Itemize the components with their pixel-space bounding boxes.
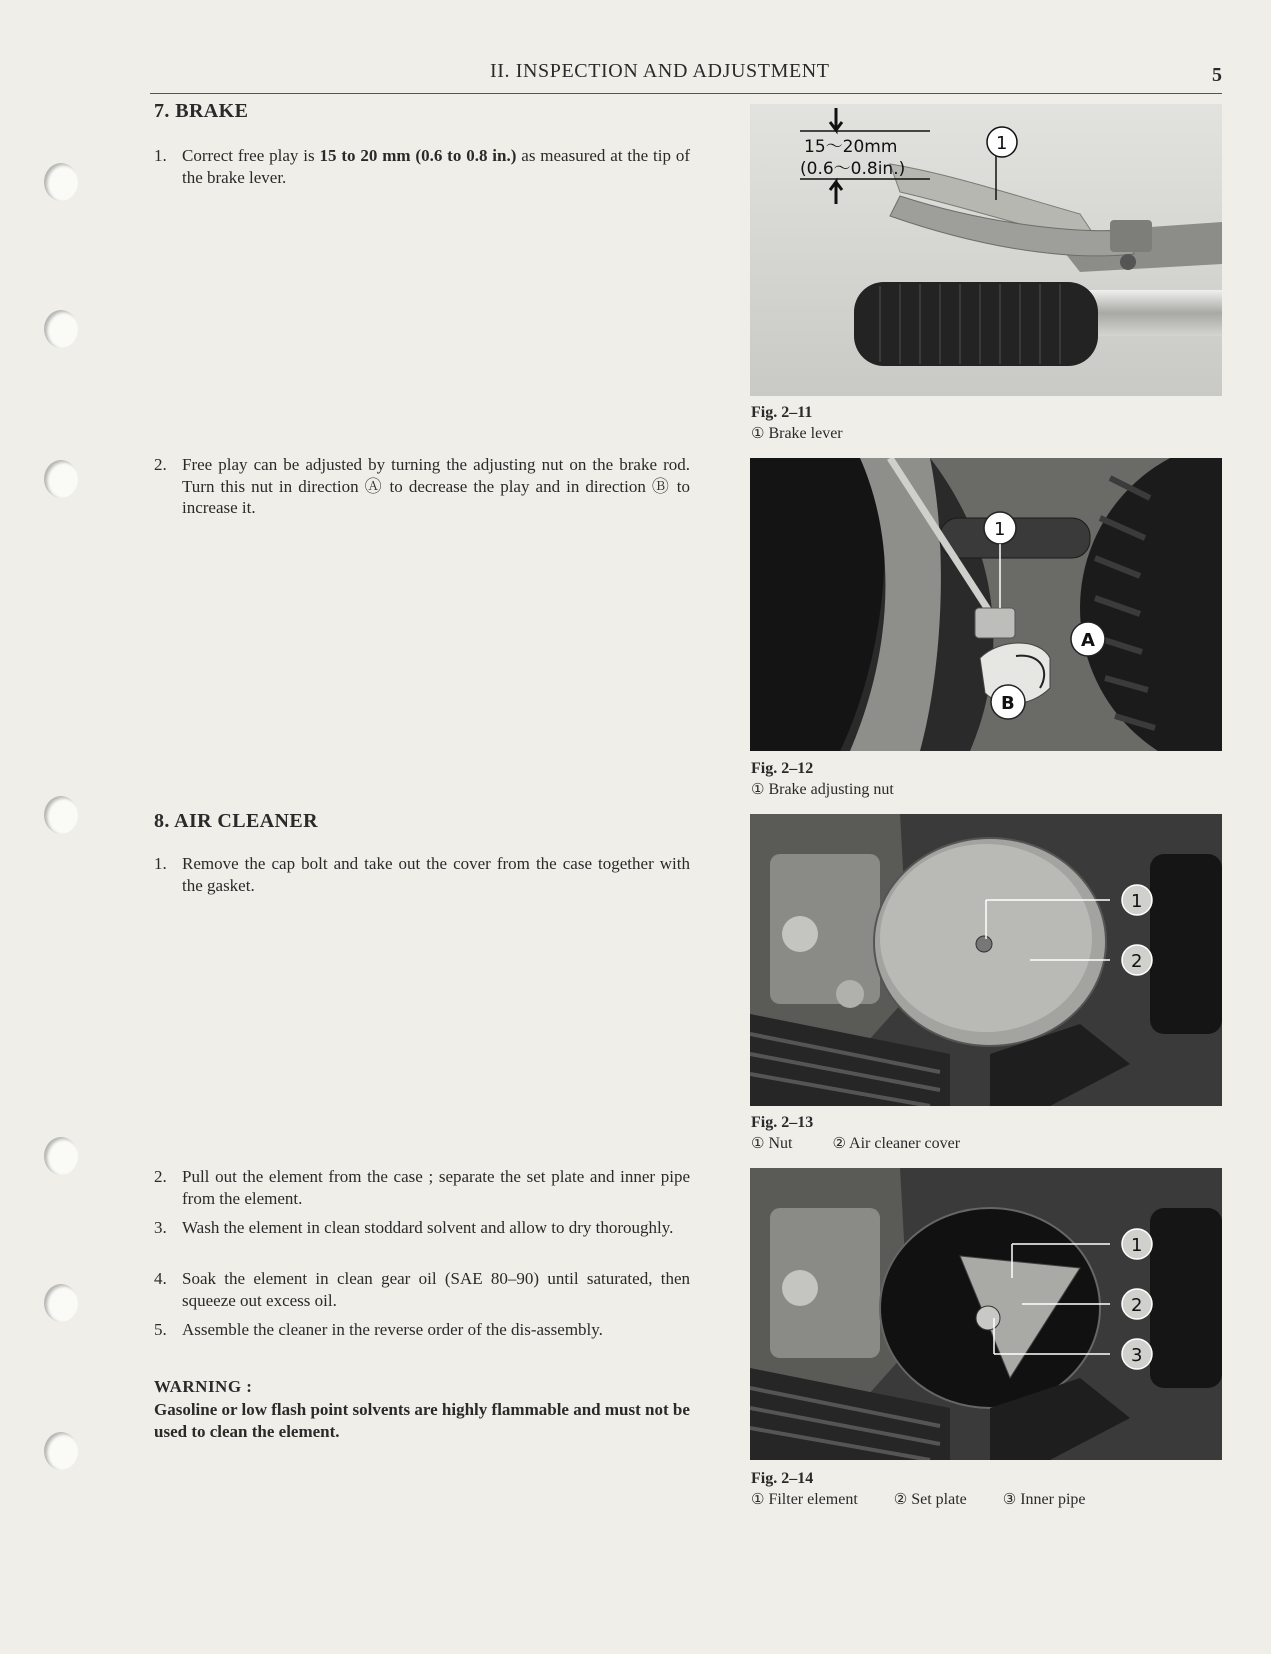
step-number: 2. (154, 455, 167, 474)
brake-step-2 (154, 454, 690, 519)
step-text: Wash the element in clean stoddard solvent and allow to dry thoroughly. (182, 1218, 674, 1237)
step-text: Pull out the element from the case ; separate the set plate and inner pipe from the element. (182, 1167, 690, 1208)
figure-label: Fig. 2–14 (751, 1470, 814, 1487)
warning-text: Gasoline or low flash point solvents are highly flammable and must not be used to clean the element. (154, 1400, 690, 1441)
free-play-in: (0.6 to 0.8 in.) (415, 146, 517, 165)
step-number: 4. (154, 1269, 167, 1288)
brake-lever-illustration (750, 104, 1222, 396)
caption-fig-2-11 (751, 403, 843, 444)
section-heading-air-cleaner: 8. AIR CLEANER (154, 810, 318, 832)
binder-hole (44, 460, 78, 498)
caption-fig-2-13 (751, 1113, 960, 1154)
callout-2-label: 2 (1131, 951, 1143, 972)
warning-title: WARNING : (154, 1377, 253, 1396)
callout-1-label: 1 (994, 519, 1006, 540)
binder-hole (44, 163, 78, 201)
callout-2-label: 2 (1131, 1295, 1143, 1316)
callout-3-label: 3 (1131, 1345, 1143, 1366)
photo-filter-element (750, 1168, 1222, 1460)
binder-hole (44, 310, 78, 348)
step-number: 1. (154, 854, 167, 873)
binder-hole (44, 796, 78, 834)
step-number: 5. (154, 1320, 167, 1339)
callout-b-label: B (1001, 693, 1015, 714)
callout-a-label: A (1081, 630, 1095, 651)
air-cleaner-step-2 (154, 1166, 690, 1209)
free-play-dimension-in: (0.6～0.8in.) (800, 159, 906, 179)
binder-hole (44, 1432, 78, 1470)
photo-air-cleaner-cover (750, 814, 1222, 1106)
brake-adjusting-nut-illustration (750, 458, 1222, 751)
filter-element-illustration (750, 1168, 1222, 1460)
photo-brake-lever (750, 104, 1222, 396)
figure-label: Fig. 2–12 (751, 760, 814, 777)
step-text: Remove the cap bolt and take out the cover from the case together with the gasket. (182, 854, 690, 895)
legend-item: ① Brake lever (751, 424, 843, 442)
binder-hole (44, 1137, 78, 1175)
legend-row: ① Nut ② Air cleaner cover (751, 1134, 961, 1152)
step-text: Soak the element in clean gear oil (SAE 80–90) until saturated, then squeeze out excess oil. (182, 1269, 690, 1310)
legend-row: ① Filter element ② Set plate ③ Inner pipe (751, 1490, 1086, 1508)
binder-hole (44, 1284, 78, 1322)
air-cleaner-step-1 (154, 853, 690, 896)
step-text: Assemble the cleaner in the reverse order of the dis-assembly. (182, 1320, 603, 1339)
step-text: Correct free play is 15 to 20 mm (0.6 to 0.8 in.) as measured at the tip of the brake lever. (182, 146, 691, 187)
chapter-title: II. INSPECTION AND ADJUSTMENT (490, 60, 830, 82)
step-number: 1. (154, 146, 167, 165)
callout-1-label: 1 (996, 133, 1008, 154)
free-play-mm: 15 to 20 mm (319, 146, 411, 165)
figure-label: Fig. 2–11 (751, 404, 813, 421)
photo-brake-adjusting-nut (750, 458, 1222, 751)
section-heading-brake: 7. BRAKE (154, 100, 249, 122)
legend-item: ① Brake adjusting nut (751, 780, 894, 798)
page-number: 5 (1212, 64, 1222, 86)
free-play-dimension-mm: 15～20mm (804, 137, 898, 157)
air-cleaner-step-4 (154, 1268, 690, 1311)
callout-1-label: 1 (1131, 1235, 1143, 1256)
air-cleaner-step-5 (154, 1319, 690, 1341)
header-rule (150, 93, 1222, 94)
brake-step-1 (154, 145, 690, 188)
air-cleaner-cover-illustration (750, 814, 1222, 1106)
caption-fig-2-12 (751, 759, 894, 800)
air-cleaner-step-3 (154, 1217, 690, 1239)
step-number: 3. (154, 1218, 167, 1237)
step-text: Free play can be adjusted by turning the adjusting nut on the brake rod. Turn this nut in direction Ⓐ to decrease the play and in direction Ⓑ to increase it. (182, 455, 690, 517)
figure-label: Fig. 2–13 (751, 1114, 814, 1131)
caption-fig-2-14 (751, 1469, 1086, 1510)
callout-1-label: 1 (1131, 891, 1143, 912)
step-number: 2. (154, 1167, 167, 1186)
